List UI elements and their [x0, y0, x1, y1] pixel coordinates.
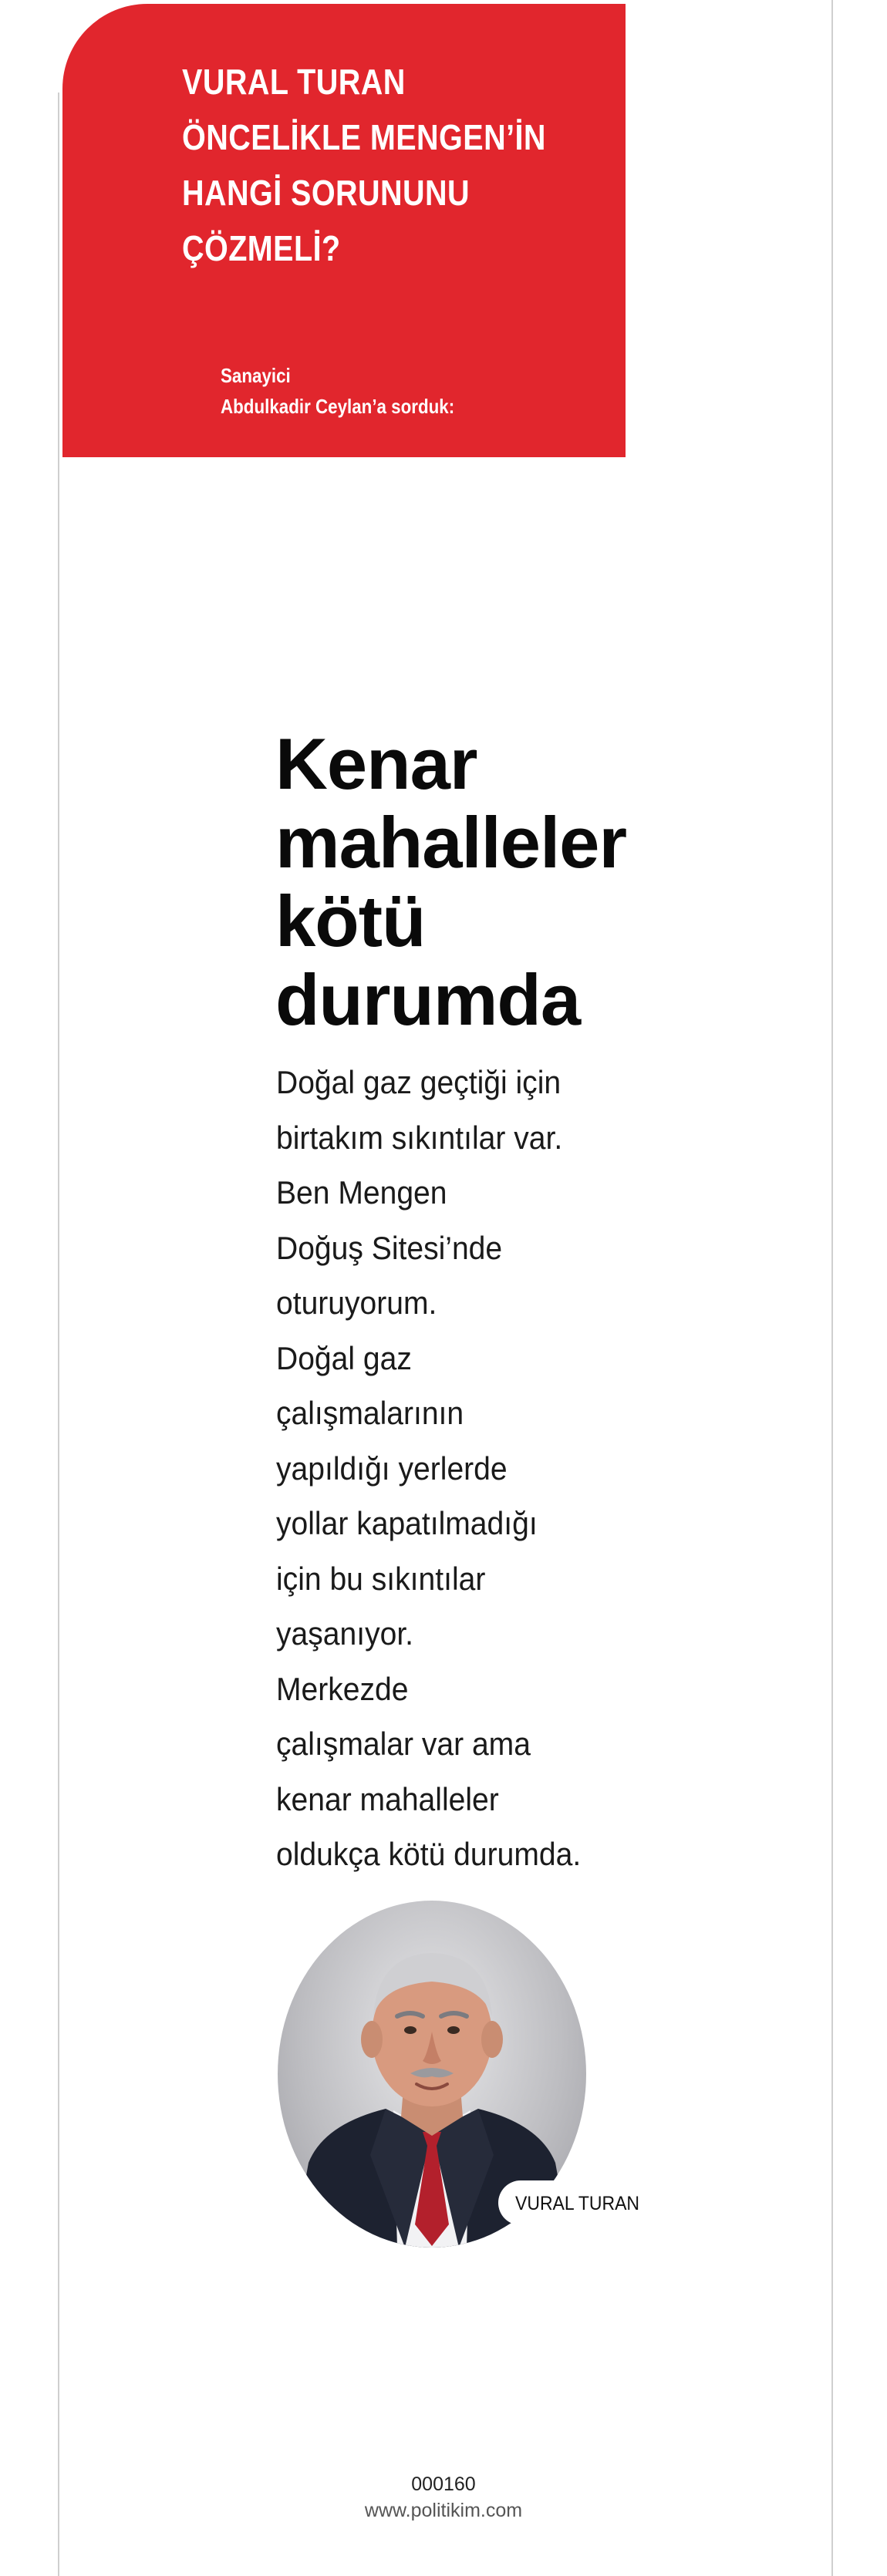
- body-line: Doğuş Sitesi’nde: [276, 1229, 503, 1266]
- banner-subtitle-line: Abdulkadir Ceylan’a sorduk:: [221, 395, 455, 418]
- interviewee-name: VURAL TURAN: [515, 2193, 640, 2214]
- banner-title-line: HANGİ SORUNUNU: [182, 173, 470, 213]
- banner-title-line: VURAL TURAN: [182, 62, 406, 102]
- headline-line: durumda: [275, 959, 581, 1040]
- headline-line: kötü: [275, 881, 426, 961]
- body-line: birtakım sıkıntılar var.: [276, 1119, 563, 1156]
- body-line: çalışmalar var ama: [276, 1726, 531, 1762]
- body-line: Merkezde: [276, 1670, 409, 1707]
- article-body: [276, 1055, 678, 1882]
- banner-subtitle: [221, 360, 526, 422]
- banner-title-line: ÇÖZMELİ?: [182, 228, 341, 268]
- body-line: Doğal gaz geçtiği için: [276, 1064, 562, 1100]
- body-line: için bu sıkıntılar: [276, 1560, 486, 1597]
- body-line: oldukça kötü durumda.: [276, 1836, 582, 1872]
- article-headline: [275, 725, 707, 1039]
- footer-website-link[interactable]: www.politikim.com: [364, 2500, 523, 2521]
- body-line: Doğal gaz: [276, 1339, 412, 1376]
- body-line: çalışmalarının: [276, 1395, 464, 1431]
- right-column-rule: [831, 0, 833, 2576]
- headline-line: Kenar: [275, 723, 477, 804]
- banner-subtitle-line: Sanayici: [221, 364, 291, 387]
- body-line: Ben Mengen: [276, 1174, 447, 1211]
- body-line: yaşanıyor.: [276, 1615, 414, 1652]
- body-line: kenar mahalleler: [276, 1780, 499, 1817]
- headline-line: mahalleler: [275, 802, 627, 883]
- body-line: oturuyorum.: [276, 1285, 437, 1321]
- banner-title: [182, 54, 554, 276]
- left-column-rule: [58, 93, 59, 2576]
- body-line: yollar kapatılmadığı: [276, 1505, 538, 1541]
- banner-title-line: ÖNCELİKLE MENGEN’İN: [182, 117, 546, 157]
- body-line: yapıldığı yerlerde: [276, 1450, 508, 1487]
- footer-page-code: 000160: [411, 2473, 476, 2495]
